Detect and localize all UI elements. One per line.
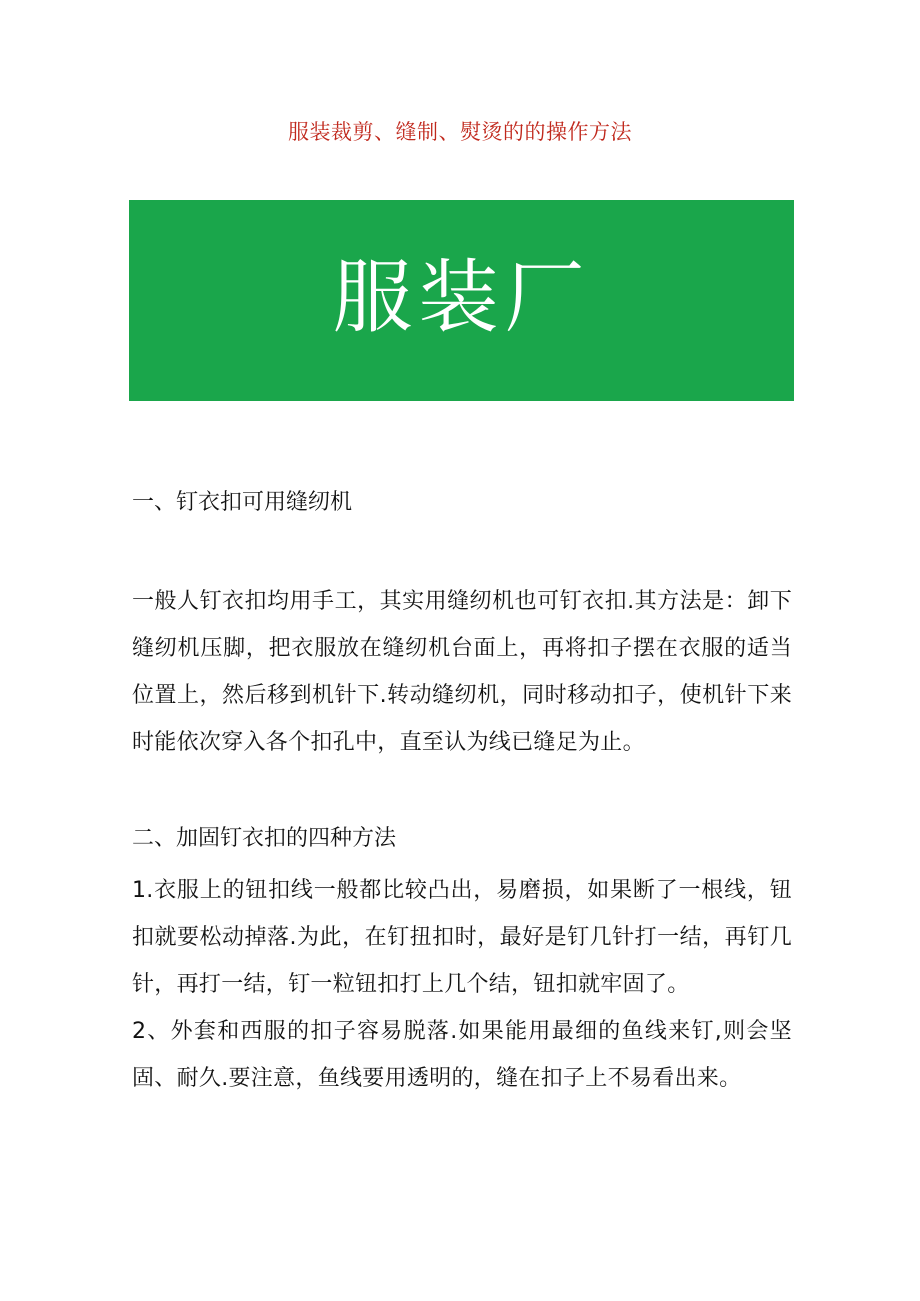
document-title: 服装裁剪、缝制、熨烫的的操作方法 — [288, 120, 632, 144]
section2-heading: 二、加固钉衣扣的四种方法 — [132, 826, 397, 851]
section1-paragraph: 一般人钉衣扣均用手工，其实用缝纫机也可钉衣扣.其方法是：卸下缝纫机压脚，把衣服放在缝纫机台面上，再将扣子摆在衣服的适当位置上，然后移到机针下.转动缝纫机，同时移动扣子，使机针下来时能依次穿入各个扣孔中，直至认为线已缝足为止。 — [132, 589, 792, 755]
section1-heading: 一、钉衣扣可用缝纫机 — [132, 490, 353, 515]
section2-body — [132, 867, 792, 1102]
banner-text: 服装厂 — [332, 250, 591, 344]
banner — [129, 200, 794, 401]
section1-body — [132, 578, 792, 766]
section2-item1: 1.衣服上的钮扣线一般都比较凸出，易磨损，如果断了一根线，钮扣就要松动掉落.为此，在钉扭扣时，最好是钉几针打一结，再钉几针，再打一结，钉一粒钮扣打上几个结，钮扣就牢固了。 — [132, 878, 792, 997]
section2-item2: 2、外套和西服的扣子容易脱落.如果能用最细的鱼线来钉,则会坚固、耐久.要注意，鱼线要用透明的，缝在扣子上不易看出来。 — [132, 1019, 792, 1091]
